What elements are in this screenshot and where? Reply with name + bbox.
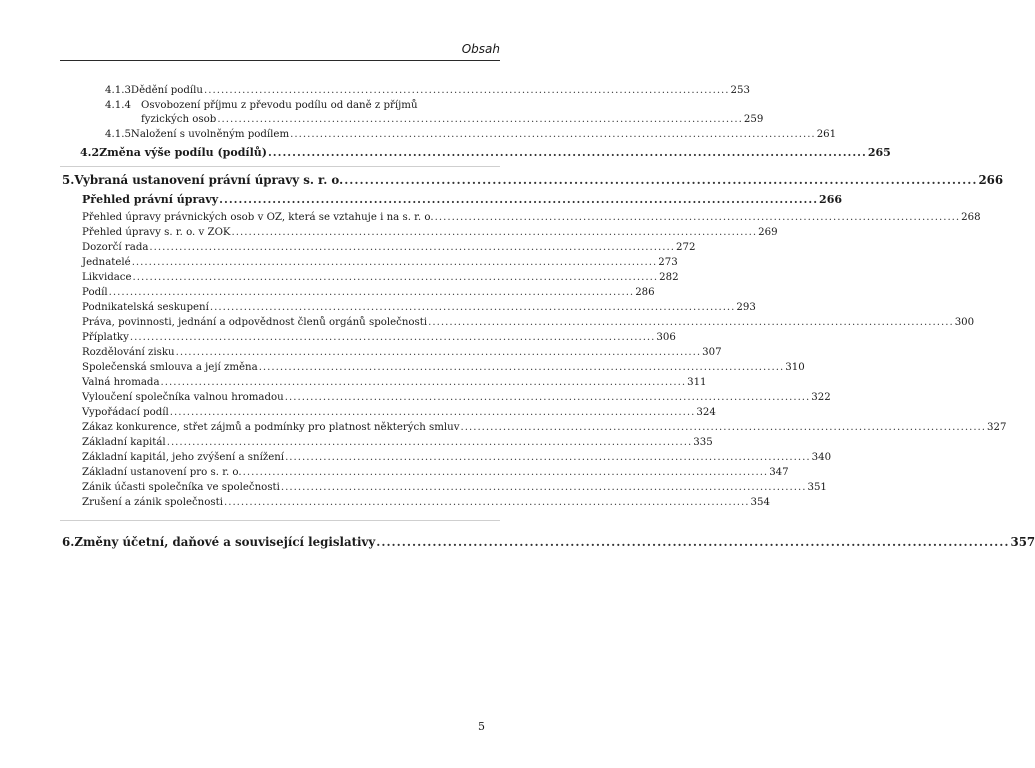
toc-entry[interactable]: [80, 146, 891, 160]
toc-entry-title: Přehled úpravy s. r. o. v ZOK: [82, 227, 231, 238]
toc-entry[interactable]: [82, 346, 722, 360]
toc-chapter-page: 357: [1010, 535, 1035, 549]
toc-entry-page: 253: [730, 85, 750, 96]
dot-leader: ............................................................................................................................: [160, 377, 687, 388]
dot-leader: ............................................................................................................................: [166, 437, 693, 448]
toc-entry[interactable]: [82, 436, 713, 450]
toc-entry-title: Dědění podílu: [130, 85, 203, 96]
toc-entry-page: 354: [750, 497, 770, 508]
dot-leader: ............................................................................................................................: [460, 422, 987, 433]
toc-entry-title: Jednatelé: [82, 257, 131, 268]
toc-entry[interactable]: [105, 84, 750, 98]
dot-leader: ............................................................................................................................: [175, 347, 702, 358]
toc-entry-title-line2: fyzických osob: [141, 114, 217, 125]
toc-entry[interactable]: [82, 376, 707, 390]
toc-entry-page: 340: [811, 452, 832, 463]
dot-leader: ............................................................................................................................: [203, 85, 730, 96]
dot-leader: ............................................................................................................................: [149, 242, 675, 253]
toc-entry-page: 324: [696, 407, 716, 418]
toc-entry[interactable]: [82, 391, 831, 405]
toc-chapter[interactable]: [62, 535, 1035, 549]
page-number: 5: [478, 720, 485, 733]
toc-entry-page: 268: [961, 212, 981, 223]
toc-entry-title: Přehled právní úpravy: [82, 193, 219, 206]
toc-entry-number: 4.1.4: [105, 100, 131, 111]
toc-entry-page: 261: [816, 129, 837, 140]
toc-entry-continuation[interactable]: [141, 113, 764, 127]
toc-entry-number: 4.1.5: [105, 129, 131, 140]
toc-entry-title: Valná hromada: [82, 377, 160, 388]
toc-entry-number: 4.2: [80, 146, 100, 159]
toc-entry-page: 265: [867, 146, 891, 159]
dot-leader: ............................................................................................................................: [132, 272, 659, 283]
dot-leader: ............................................................................................................................: [344, 173, 978, 187]
toc-entry-page: 272: [675, 242, 696, 253]
toc-entry-title: Zrušení a zánik společnosti: [82, 497, 223, 508]
toc-entry-page: 259: [743, 114, 764, 125]
dot-leader: ............................................................................................................................: [217, 114, 743, 125]
dot-leader: ............................................................................................................................: [242, 467, 769, 478]
toc-entry[interactable]: [82, 211, 981, 225]
toc-entry-title: Rozdělování zisku: [82, 347, 175, 358]
toc-entry[interactable]: [82, 361, 805, 375]
toc-entry[interactable]: [82, 421, 1007, 435]
toc-entry-page: 286: [635, 287, 655, 298]
toc-entry-page: 351: [807, 482, 827, 493]
dot-leader: ............................................................................................................................: [209, 302, 736, 313]
toc-entry-page: 293: [736, 302, 756, 313]
toc-entry[interactable]: [82, 451, 832, 465]
toc-entry[interactable]: [105, 128, 837, 142]
dot-leader: ............................................................................................................................: [231, 227, 758, 238]
toc-entry[interactable]: [82, 271, 679, 285]
toc-entry-title: Podnikatelská seskupení: [82, 302, 209, 313]
toc-entry-title: Přehled úpravy právnických osob v OZ, která se vztahuje i na s. r. o.: [82, 212, 434, 223]
toc-entry-page: 335: [693, 437, 713, 448]
toc-entry[interactable]: [82, 466, 789, 480]
toc-chapter[interactable]: [62, 173, 1004, 187]
toc-chapter-page: 266: [978, 173, 1004, 187]
running-header: [60, 42, 500, 61]
toc-entry-title: Společenská smlouva a její změna: [82, 362, 258, 373]
toc-entry-page: 310: [785, 362, 805, 373]
dot-leader: ............................................................................................................................: [223, 497, 750, 508]
toc-entry-page: 300: [954, 317, 975, 328]
toc-entry[interactable]: [105, 99, 486, 113]
toc-chapter-number: 6.: [62, 535, 75, 549]
toc-entry[interactable]: [82, 301, 756, 315]
toc-entry-title: Změna výše podílu (podílů): [99, 146, 267, 159]
toc-entry[interactable]: [82, 256, 678, 270]
toc-entry-title: Základní ustanovení pro s. r. o.: [82, 467, 242, 478]
toc-entry-title: Dozorčí rada: [82, 242, 149, 253]
toc-entry-title: Příplatky: [82, 332, 129, 343]
dot-leader: ............................................................................................................................: [108, 287, 635, 298]
dot-leader: ............................................................................................................................: [290, 129, 816, 140]
dot-leader: ............................................................................................................................: [284, 392, 811, 403]
toc-entry[interactable]: [82, 316, 975, 330]
toc-entry-page: 306: [656, 332, 676, 343]
dot-leader: ............................................................................................................................: [434, 212, 961, 223]
toc-entry-page: 273: [658, 257, 678, 268]
toc-entry-page: 347: [769, 467, 789, 478]
dot-leader: ............................................................................................................................: [131, 257, 658, 268]
toc-entry-number: 4.1.3: [105, 85, 131, 96]
dot-leader: ............................................................................................................................: [280, 482, 807, 493]
toc-entry-page: 311: [687, 377, 707, 388]
toc-chapter-title: Změny účetní, daňové a související legislativy: [74, 535, 376, 549]
dot-leader: ............................................................................................................................: [258, 362, 785, 373]
toc-entry[interactable]: [82, 496, 770, 510]
dot-leader: ............................................................................................................................: [376, 535, 1010, 549]
dot-leader: ............................................................................................................................: [219, 193, 819, 206]
toc-entry-title: Vypořádací podíl: [82, 407, 169, 418]
toc-entry-page: 269: [758, 227, 778, 238]
dot-leader: ............................................................................................................................: [129, 332, 656, 343]
toc-entry-title: Základní kapitál: [82, 437, 166, 448]
toc-entry[interactable]: [82, 331, 676, 345]
toc-entry-title: Zákaz konkurence, střet zájmů a podmínky pro platnost některých smluv: [82, 422, 460, 433]
toc-entry[interactable]: [82, 406, 716, 420]
toc-entry-title: Práva, povinnosti, jednání a odpovědnost členů orgánů společnosti: [82, 317, 428, 328]
toc-chapter-title: Vybraná ustanovení právní úpravy s. r. o.: [74, 173, 344, 187]
toc-entry-page: 322: [811, 392, 831, 403]
section-divider: [60, 520, 500, 521]
dot-leader: ............................................................................................................................: [267, 146, 867, 159]
toc-chapter-number: 5.: [62, 173, 75, 187]
toc-entry-page: 327: [987, 422, 1007, 433]
toc-entry[interactable]: [82, 481, 827, 495]
dot-leader: ............................................................................................................................: [428, 317, 954, 328]
toc-entry-title: Osvobození příjmu z převodu podílu od daně z příjmů: [141, 100, 418, 111]
toc-entry-title: Naložení s uvolněným podílem: [130, 129, 290, 140]
section-divider: [60, 166, 500, 167]
toc-entry-page: 266: [819, 193, 843, 206]
toc-entry[interactable]: [82, 286, 655, 300]
toc-entry-title: Likvidace: [82, 272, 132, 283]
toc-entry-title: Podíl: [82, 287, 108, 298]
dot-leader: ............................................................................................................................: [285, 452, 811, 463]
toc-entry[interactable]: [82, 193, 843, 207]
header-title: Obsah: [461, 42, 500, 56]
toc-entry-page: 307: [702, 347, 722, 358]
dot-leader: ............................................................................................................................: [169, 407, 696, 418]
toc-entry[interactable]: [82, 226, 778, 240]
toc-entry[interactable]: [82, 241, 696, 255]
toc-entry-title: Základní kapitál, jeho zvýšení a snížení: [82, 452, 285, 463]
toc-entry-title: Vyloučení společníka valnou hromadou: [82, 392, 284, 403]
toc-entry-page: 282: [659, 272, 679, 283]
toc-entry-title: Zánik účasti společníka ve společnosti: [82, 482, 280, 493]
